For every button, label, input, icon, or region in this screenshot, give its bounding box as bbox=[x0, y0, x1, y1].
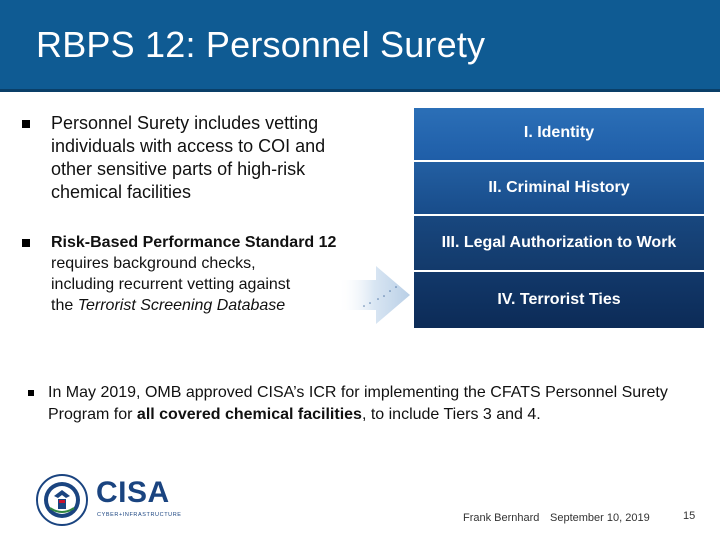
cisa-logo bbox=[36, 474, 182, 530]
bullet-omb-approval bbox=[28, 382, 708, 426]
bullet1-line2: individuals with access to COI and bbox=[51, 136, 326, 156]
right-arrow-icon bbox=[338, 266, 410, 324]
bullet-square-icon bbox=[22, 120, 30, 128]
footer-date: September 10, 2019 bbox=[550, 512, 650, 524]
cisa-wordmark: CISA bbox=[96, 476, 170, 509]
bullet-square-icon bbox=[28, 390, 34, 396]
bullet-text: In May 2019, OMB approved CISA’s ICR for implementing the CFATS Personnel Surety Program for all covered chemical facilities, to include Tiers 3 and 4. bbox=[48, 384, 668, 423]
terrorist-screening-database: Terrorist Screening Database bbox=[77, 297, 286, 314]
footer-presenter: Frank Bernhard bbox=[463, 512, 540, 524]
bullet-square-icon bbox=[22, 239, 30, 247]
bullet2-line3: including recurrent vetting against bbox=[51, 276, 291, 293]
covered-facilities-emphasis: all covered chemical facilities bbox=[136, 406, 362, 423]
bullet2-line4: the Terrorist Screening Database bbox=[51, 297, 286, 314]
title-bar bbox=[0, 0, 720, 92]
category-box-criminal-history: II. Criminal History bbox=[414, 162, 704, 214]
cisa-tagline: CYBER+INFRASTRUCTURE bbox=[97, 512, 182, 518]
slide-title: RBPS 12: Personnel Surety bbox=[36, 24, 486, 65]
bullet2-lead: Risk-Based Performance Standard 12 bbox=[51, 234, 337, 251]
bullet-text bbox=[51, 112, 325, 204]
category-box-identity: I. Identity bbox=[414, 108, 704, 160]
category-box-terrorist-ties: IV. Terrorist Ties bbox=[414, 272, 704, 328]
bullet2-line2: requires background checks, bbox=[51, 255, 256, 272]
page-number: 15 bbox=[683, 510, 696, 522]
dhs-seal-icon bbox=[36, 474, 88, 526]
bullet-text bbox=[50, 232, 336, 316]
category-box-legal-authorization: III. Legal Authorization to Work bbox=[414, 216, 704, 270]
bullet-personnel-surety bbox=[22, 112, 382, 204]
bullet1-line3: other sensitive parts of high-risk bbox=[51, 159, 306, 179]
bullet1-line4: chemical facilities bbox=[51, 182, 192, 202]
bullet1-line1: Personnel Surety includes vetting bbox=[51, 113, 319, 133]
